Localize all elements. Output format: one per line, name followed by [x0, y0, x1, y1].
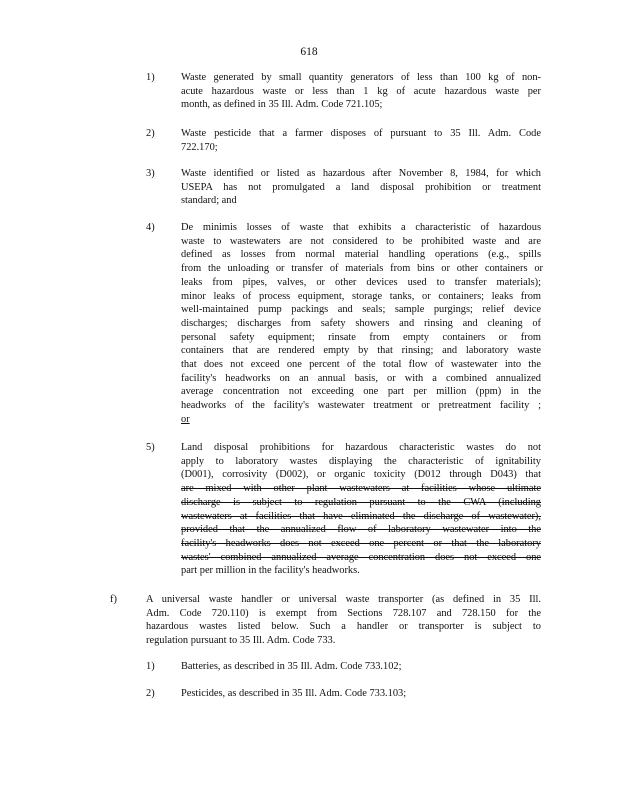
item-text [181, 660, 541, 674]
text-line: standard; and [181, 195, 237, 207]
text-line: discharges; discharges from safety showers and rinsing and cleaning of [181, 317, 541, 329]
text-line: Waste pesticide that a farmer disposes of pursuant to 35 Ill. Adm. Code [181, 128, 541, 139]
inserted-text: or [181, 413, 190, 425]
text-line: apply to laboratory wastes displaying the characteristic of ignitability [181, 455, 541, 467]
text-line: month, as defined in 35 Ill. Adm. Code 721.105; [181, 99, 383, 111]
text-line: personal safety equipment; rinsate from empty containers or from [181, 331, 541, 343]
struck-text-line: wastes' combined annualized average concentration does not exceed one [181, 551, 541, 563]
text-line: A universal waste handler or universal waste transporter (as defined in 35 Ill. [146, 594, 541, 605]
text-line: Waste generated by small quantity generators of less than 100 kg of non- [181, 72, 541, 83]
item-text [181, 687, 541, 701]
text-line: hazardous wastes listed below. Such a handler or transporter is subject to [146, 621, 541, 633]
struck-text-line: are mixed with other plant wastewaters at facilities whose ultimate [181, 483, 541, 495]
item-text [181, 441, 541, 578]
text-line: headworks of the facility's wastewater treatment or pretreatment facility ; [181, 400, 541, 412]
item-text [181, 167, 541, 208]
text-line: USEPA has not promulgated a land disposal prohibition or treatment [181, 181, 541, 193]
text-line: De minimis losses of waste that exhibits a characteristic of hazardous [181, 222, 541, 233]
text-line: Pesticides, as described in 35 Ill. Adm. Code 733.103; [181, 688, 407, 699]
text-line: (D001), corrosivity (D002), or organic toxicity (D012 through D043) that [181, 469, 541, 481]
item-text [181, 221, 541, 427]
text-line: average concentration not exceeding one part per million (ppm) in the [181, 386, 541, 398]
text-line: Adm. Code 720.110) is exempt from Sections 728.107 and 728.150 for the [146, 607, 541, 619]
item-text [181, 71, 541, 112]
item-number: 1) [146, 661, 155, 672]
text-line: 722.170; [181, 141, 218, 153]
struck-text-line: discharge is subject to regulation pursuant to the CWA (including [181, 496, 541, 508]
struck-text-line: provided that the annualized flow of laboratory wastewater into the [181, 524, 541, 536]
item-number: 2) [146, 688, 155, 699]
item-number: 5) [146, 442, 155, 453]
item-number: 2) [146, 128, 155, 139]
text-line: acute hazardous waste or less than 1 kg of acute hazardous waste per [181, 85, 541, 97]
text-line: that does not exceed one percent of the total flow of wastewater into the [181, 359, 541, 371]
text-line: regulation pursuant to 35 Ill. Adm. Code 733. [146, 635, 336, 647]
item-number: 3) [146, 168, 155, 179]
text-line: well-maintained pump packings and seals; sample purgings; relief device [181, 304, 541, 316]
section-text [146, 593, 541, 648]
text-line: facility's headworks on an annual basis, or with a combined annualized [181, 372, 541, 384]
text-line: Waste identified or listed as hazardous after November 8, 1984, for which [181, 168, 541, 179]
item-text [181, 127, 541, 154]
text-line: containers that are rendered empty by that rinsing; and laboratory waste [181, 345, 541, 357]
page-number: 618 [300, 46, 318, 58]
text-line: from the unloading or transfer of materials from bins or other containers or [181, 263, 543, 275]
text-line: defined as losses from normal material handling operations (e.g., spills [181, 249, 541, 261]
text-line: waste to wastewaters are not considered to be prohibited waste and are [181, 235, 541, 247]
item-number: 4) [146, 222, 155, 233]
text-line: Batteries, as described in 35 Ill. Adm. Code 733.102; [181, 661, 402, 672]
text-line: Land disposal prohibitions for hazardous characteristic wastes do not [181, 442, 541, 453]
section-letter: f) [110, 594, 117, 605]
text-line: part per million in the facility's headworks. [181, 565, 360, 577]
item-number: 1) [146, 72, 155, 83]
struck-text-line: facility's headworks does not exceed one percent or that the laboratory [181, 537, 541, 549]
text-line: leaks from pipes, valves, or other devices used to transfer materials); [181, 276, 541, 288]
text-line: minor leaks of process equipment, storage tanks, or containers; leaks from [181, 290, 541, 302]
struck-text-line: wastewaters at facilities that have eliminated the discharge of wastewater), [181, 510, 541, 522]
